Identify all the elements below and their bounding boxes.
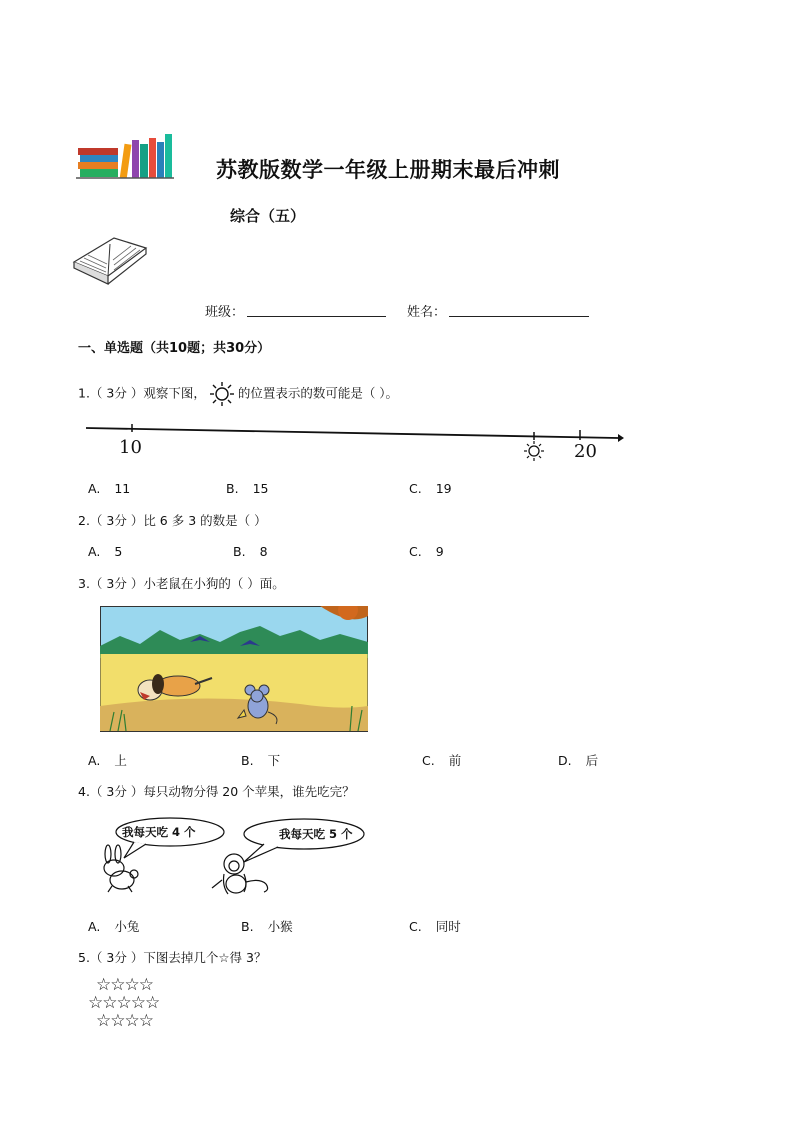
q3-option-c[interactable]: C. 前 [422,753,462,768]
question-1-prefix: 1.（ 3分 ）观察下图， [78,385,206,401]
question-3: 3.（ 3分 ）小老鼠在小狗的（ ）面。 [78,576,285,591]
star-row-3: ☆☆☆☆ [96,1011,153,1031]
question-5: 5.（ 3分 ）下图去掉几个☆得 3？ [78,950,267,965]
star-rows [88,975,160,1031]
class-label: 班级： [205,305,245,320]
rabbit-speech-bubble: 我每天吃 4 个 [122,825,196,839]
books-illustration [76,132,176,182]
name-input-line[interactable] [449,316,589,317]
q2-option-b[interactable]: B. 8 [233,544,268,559]
question-1 [78,381,398,407]
page-title: 苏教版数学一年级上册期末最后冲刺 [216,157,560,182]
q2-option-a[interactable]: A. 5 [88,544,123,559]
q3-option-a[interactable]: A. 上 [88,753,127,768]
page-subtitle: 综合（五） [230,207,306,225]
q3-option-b[interactable]: B. 下 [241,753,281,768]
q4-option-b[interactable]: B. 小猴 [241,919,293,934]
question-1-suffix: 的位置表示的数可能是（ ）。 [237,385,399,401]
monkey-figure [212,854,268,894]
star-row-2: ☆☆☆☆☆ [88,993,160,1013]
star-row-1: ☆☆☆☆ [96,975,153,995]
open-book-illustration [70,234,152,292]
q1-option-c[interactable]: C. 19 [409,481,452,496]
number-line-label-10: 10 [119,437,142,458]
q4-option-a[interactable]: A. 小兔 [88,919,140,934]
monkey-speech-bubble: 我每天吃 5 个 [279,827,353,841]
section-title: 一、单选题（共10题；共30分） [78,341,271,356]
name-label: 姓名： [407,305,447,320]
question-2: 2.（ 3分 ）比 6 多 3 的数是（ ） [78,513,267,528]
dog-and-mouse-scene [100,606,368,732]
number-line [84,416,628,468]
q1-option-b[interactable]: B. 15 [226,481,269,496]
q3-option-d[interactable]: D. 后 [558,753,599,768]
q2-option-c[interactable]: C. 9 [409,544,444,559]
number-line-sun-icon [524,441,544,461]
question-4: 4.（ 3分 ）每只动物分得 20 个苹果，谁先吃完？ [78,784,355,799]
number-line-label-20: 20 [574,441,597,462]
q4-option-c[interactable]: C. 同时 [409,919,461,934]
sun-icon [206,381,238,407]
class-input-line[interactable] [247,316,386,317]
q1-option-a[interactable]: A. 11 [88,481,131,496]
